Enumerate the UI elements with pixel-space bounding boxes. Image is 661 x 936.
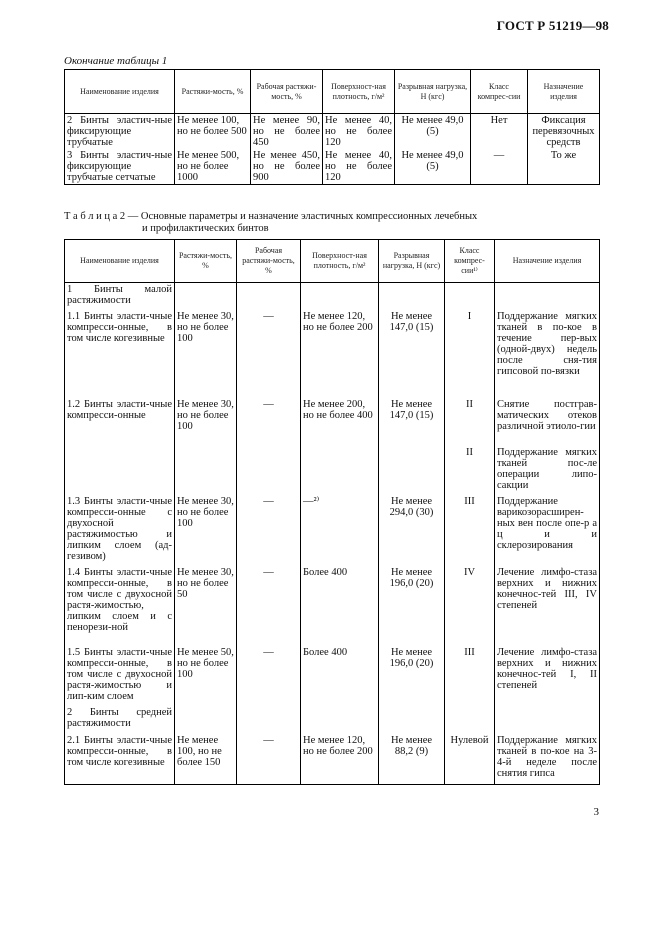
table-cell	[175, 283, 237, 311]
table1	[64, 69, 600, 185]
table-cell: Снятие постграв-матических отеков различной этиоло-гии	[495, 398, 600, 446]
table-cell	[175, 706, 237, 734]
table-cell: 1 Бинты малой растяжимости	[65, 283, 175, 311]
table-cell: Не менее 450, но не более 900	[251, 149, 323, 185]
table-row	[65, 646, 600, 706]
table-cell	[495, 706, 600, 734]
table-cell	[301, 283, 379, 311]
table-cell: Не менее 120, но не более 200	[301, 734, 379, 784]
table-row	[65, 114, 600, 150]
table1-caption: Окончание таблицы 1	[64, 55, 168, 67]
table-cell: —²⁾	[301, 495, 379, 566]
table-cell: Не менее 196,0 (20)	[379, 646, 445, 706]
table-cell: Не менее 294,0 (30)	[379, 495, 445, 566]
table-cell: —	[471, 149, 528, 185]
table-row	[65, 706, 600, 734]
table-cell: 1.4 Бинты эласти-чные компресси-онные, в том числе с двухосной растя-жимостью, липким слоем и с пенорези-ной	[65, 566, 175, 646]
table-cell: Не менее 147,0 (15)	[379, 398, 445, 446]
table-cell: —	[237, 398, 301, 446]
table-cell: Нулевой	[445, 734, 495, 784]
table-cell: Поддержание мягких тканей в по-кое на 3-4-й неделе после снятия гипса	[495, 734, 600, 784]
column-header: Рабочая растяжи-мость, %	[237, 240, 301, 283]
table-cell: Поддержание мягких тканей пос-ле операции липо-сакции	[495, 446, 600, 495]
table-cell: 1.2 Бинты эласти-чные компресси-онные	[65, 398, 175, 446]
table-cell: I	[445, 310, 495, 398]
table-cell: 1.5 Бинты эласти-чные компресси-онные, в том числе с двухосной растя-жимостью и лип-ким слоем	[65, 646, 175, 706]
column-header: Растяжи-мость, %	[175, 240, 237, 283]
table-cell: Поддержание варикозорасширен-ных вен после опе-р а ц и и склерозирования	[495, 495, 600, 566]
table-cell: —	[237, 646, 301, 706]
column-header: Назначение изделия	[528, 70, 600, 114]
standard-code: ГОСТ Р 51219—98	[496, 18, 609, 33]
column-header: Класс компрес-сии	[471, 70, 528, 114]
column-header: Назначение изделия	[495, 240, 600, 283]
table-cell: Не менее 147,0 (15)	[379, 310, 445, 398]
table-row	[65, 310, 600, 398]
table-cell: Поддержание мягких тканей в по-кое в течение пер-вых (одной-двух) недель после сня-тия гипсовой по-вязки	[495, 310, 600, 398]
table-cell: —	[237, 566, 301, 646]
column-header: Разрывная нагрузка, Н (кгс)	[395, 70, 471, 114]
table1-header-row	[65, 70, 600, 114]
table-cell: Не менее 200, но не более 400	[301, 398, 379, 446]
table-cell: III	[445, 495, 495, 566]
table-cell: Фиксация перевязочных средств	[528, 114, 600, 150]
table-cell	[495, 283, 600, 311]
table-cell: III	[445, 646, 495, 706]
table-row	[65, 149, 600, 185]
page-number: 3	[593, 806, 599, 818]
table-cell: 2 Бинты эластич-ные фиксирующие трубчатые	[65, 114, 175, 150]
table-cell: 3 Бинты эластич-ные фиксирующие трубчатые сетчатые	[65, 149, 175, 185]
table-cell	[379, 283, 445, 311]
table-cell: Не менее 30, но не более 100	[175, 310, 237, 398]
table-row	[65, 398, 600, 446]
table-cell: Не менее 100, но не более 500	[175, 114, 251, 150]
table-cell	[175, 446, 237, 495]
column-header: Разрывная нагрузка, Н (кгс)	[379, 240, 445, 283]
table-cell: Не менее 120, но не более 200	[301, 310, 379, 398]
table-cell: Более 400	[301, 566, 379, 646]
table-cell	[65, 446, 175, 495]
table-cell: Не менее 30, но не более 50	[175, 566, 237, 646]
table-cell: Не менее 88,2 (9)	[379, 734, 445, 784]
table-cell: —	[237, 495, 301, 566]
table-cell: 1.3 Бинты эласти-чные компресси-онные с двухосной растяжимостью и липким слоем (ад-гезивом)	[65, 495, 175, 566]
table-cell: II	[445, 398, 495, 446]
table-cell: Не менее 30, но не более 100	[175, 495, 237, 566]
table-cell: 2.1 Бинты эласти-чные компресси-онные, в том числе когезивные	[65, 734, 175, 784]
table-row	[65, 446, 600, 495]
table2-caption-line2: и профилактических бинтов	[142, 223, 269, 234]
table-cell	[445, 706, 495, 734]
table-cell: Не менее 100, но не более 150	[175, 734, 237, 784]
table-cell: Нет	[471, 114, 528, 150]
table-cell: Не менее 49,0 (5)	[395, 149, 471, 185]
table2-caption	[64, 211, 544, 235]
table-cell	[237, 283, 301, 311]
table-row	[65, 566, 600, 646]
table-cell	[301, 706, 379, 734]
table-row	[65, 283, 600, 311]
table-cell: Не менее 90, но не более 450	[251, 114, 323, 150]
table-cell	[379, 446, 445, 495]
table-cell: 2 Бинты средней растяжимости	[65, 706, 175, 734]
table-cell: Лечение лимфо-стаза верхних и нижних конечнос-тей I, II степеней	[495, 646, 600, 706]
column-header: Класс компрес-сии¹⁾	[445, 240, 495, 283]
table-row	[65, 495, 600, 566]
table-cell: Не менее 40, но не более 120	[323, 114, 395, 150]
table-cell: Не менее 50, но не более 100	[175, 646, 237, 706]
column-header: Наименование изделия	[65, 70, 175, 114]
table-cell	[301, 446, 379, 495]
table-cell: —	[237, 734, 301, 784]
column-header: Поверхност-ная плотность, г/м²	[301, 240, 379, 283]
table-cell: II	[445, 446, 495, 495]
table-cell: Не менее 500, но не более 1000	[175, 149, 251, 185]
table2-caption-line1: Т а б л и ц а 2 — Основные параметры и назначение эластичных компрессионных лечебных	[64, 211, 478, 222]
column-header: Растяжи-мость, %	[175, 70, 251, 114]
table-cell: IV	[445, 566, 495, 646]
table-cell	[379, 706, 445, 734]
column-header: Наименование изделия	[65, 240, 175, 283]
table-cell: Более 400	[301, 646, 379, 706]
column-header: Рабочая растяжи-мость, %	[251, 70, 323, 114]
table-cell: Не менее 49,0 (5)	[395, 114, 471, 150]
table-row	[65, 734, 600, 784]
column-header: Поверхност-ная плотность, г/м²	[323, 70, 395, 114]
table2	[64, 239, 600, 785]
table-cell: Не менее 196,0 (20)	[379, 566, 445, 646]
table-cell	[237, 706, 301, 734]
table-cell: То же	[528, 149, 600, 185]
table-cell: —	[237, 310, 301, 398]
table-cell	[237, 446, 301, 495]
table-cell: Лечение лимфо-стаза верхних и нижних конечнос-тей III, IV степеней	[495, 566, 600, 646]
table2-header-row	[65, 240, 600, 283]
table-cell: Не менее 30, но не более 100	[175, 398, 237, 446]
table-cell	[445, 283, 495, 311]
table-cell: Не менее 40, но не более 120	[323, 149, 395, 185]
table-cell: 1.1 Бинты эласти-чные компресси-онные, в том числе когезивные	[65, 310, 175, 398]
